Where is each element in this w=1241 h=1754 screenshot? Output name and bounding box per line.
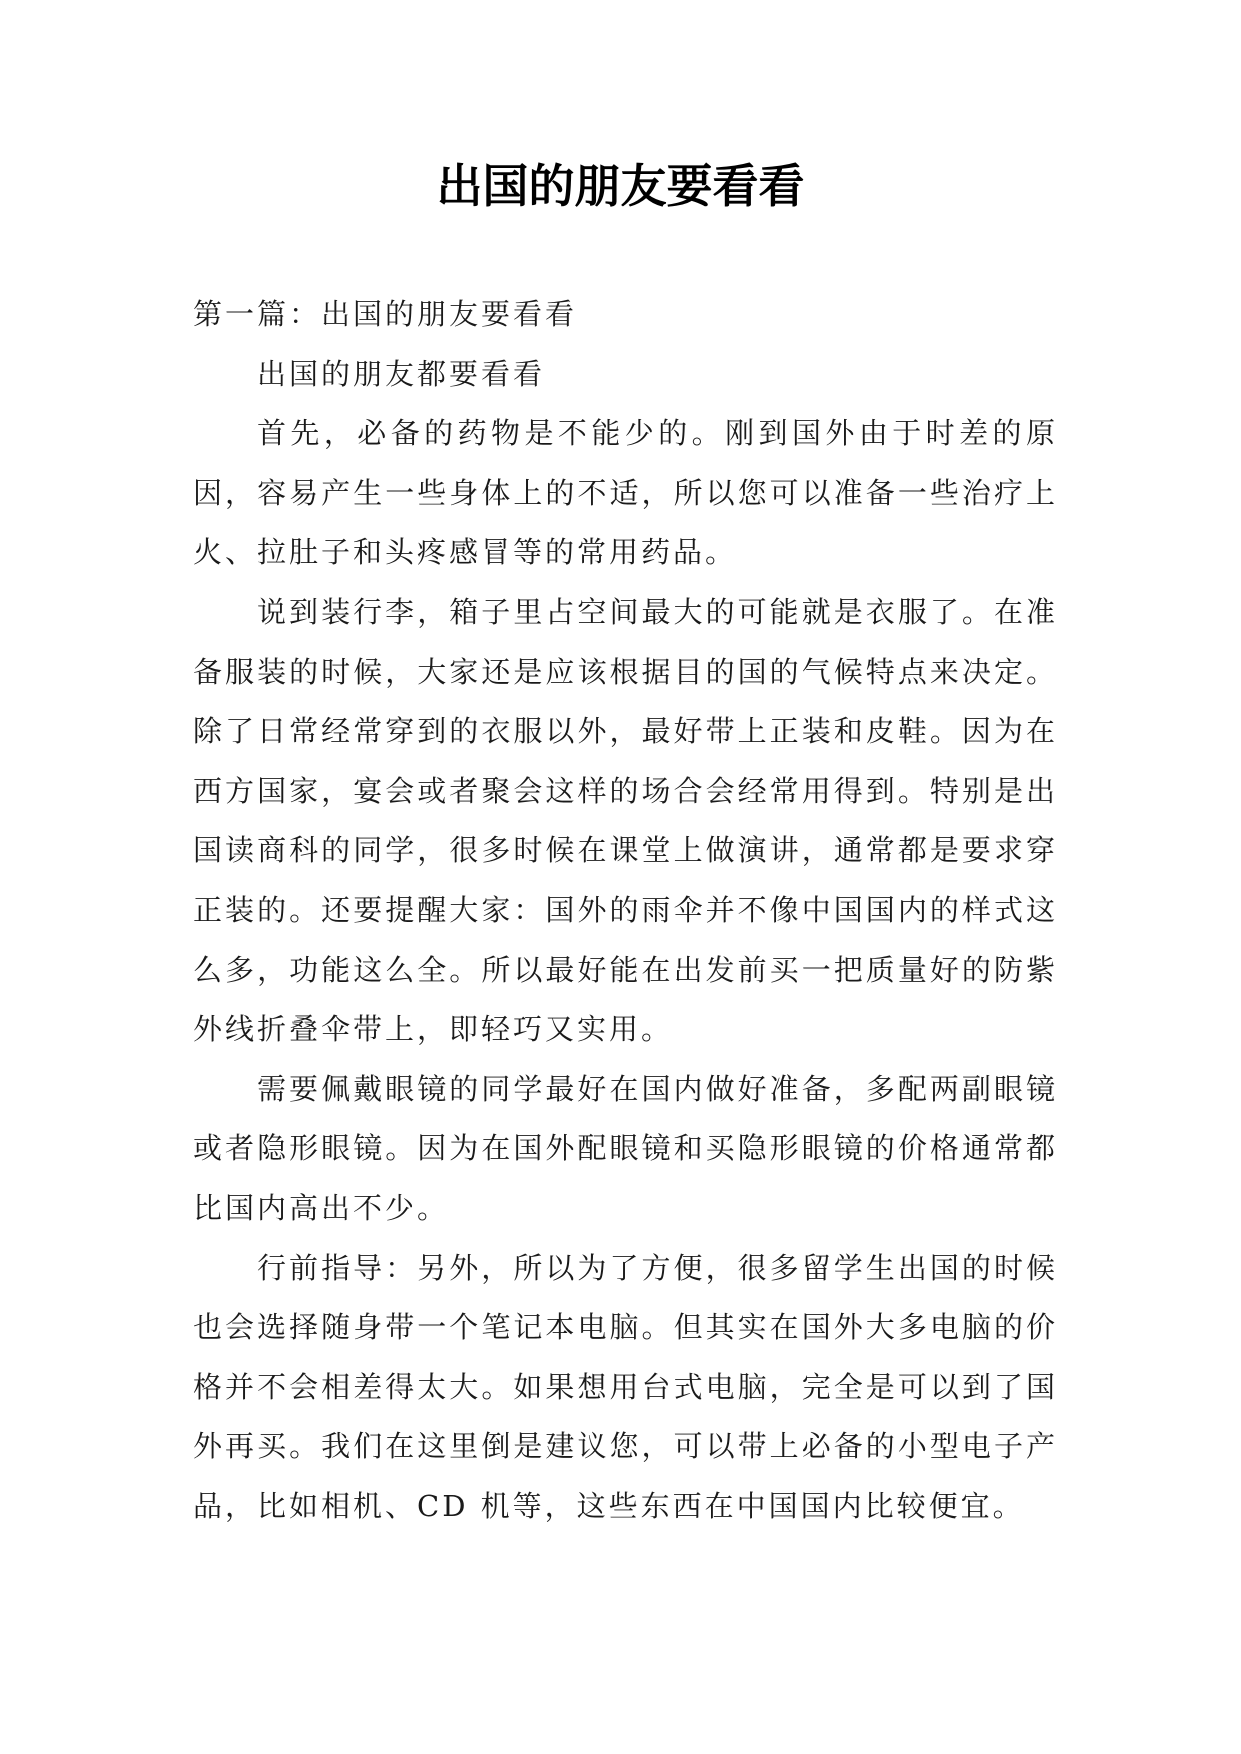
document-body	[193, 285, 1058, 1536]
paragraph-medicine: 首先，必备的药物是不能少的。刚到国外由于时差的原因，容易产生一些身体上的不适，所以您可以准备一些治疗上火、拉肚子和头疼感冒等的常用药品。	[193, 416, 1058, 570]
subtitle: 出国的朋友都要看看	[257, 356, 546, 391]
paragraph-clothing: 说到装行李，箱子里占空间最大的可能就是衣服了。在准备服装的时候，大家还是应该根据目的国的气候特点来决定。除了日常经常穿到的衣服以外，最好带上正装和皮鞋。因为在西方国家，宴会或者聚会这样的场合会经常用得到。特别是出国读商科的同学，很多时候在课堂上做演讲，通常都是要求穿正装的。还要提醒大家：国外的雨伞并不像中国国内的样式这么多，功能这么全。所以最好能在出发前买一把质量好的防紫外线折叠伞带上，即轻巧又实用。	[193, 594, 1058, 1047]
paragraph-glasses: 需要佩戴眼镜的同学最好在国内做好准备，多配两副眼镜或者隐形眼镜。因为在国外配眼镜和买隐形眼镜的价格通常都比国内高出不少。	[193, 1071, 1058, 1225]
paragraph-electronics: 行前指导：另外，所以为了方便，很多留学生出国的时候也会选择随身带一个笔记本电脑。但其实在国外大多电脑的价格并不会相差得太大。如果想用台式电脑，完全是可以到了国外再买。我们在这里倒是建议您，可以带上必备的小型电子产品，比如相机、CD 机等，这些东西在中国国内比较便宜。	[193, 1250, 1058, 1523]
document-title: 出国的朋友要看看	[436, 159, 805, 213]
section-heading: 第一篇：出国的朋友要看看	[193, 297, 578, 331]
